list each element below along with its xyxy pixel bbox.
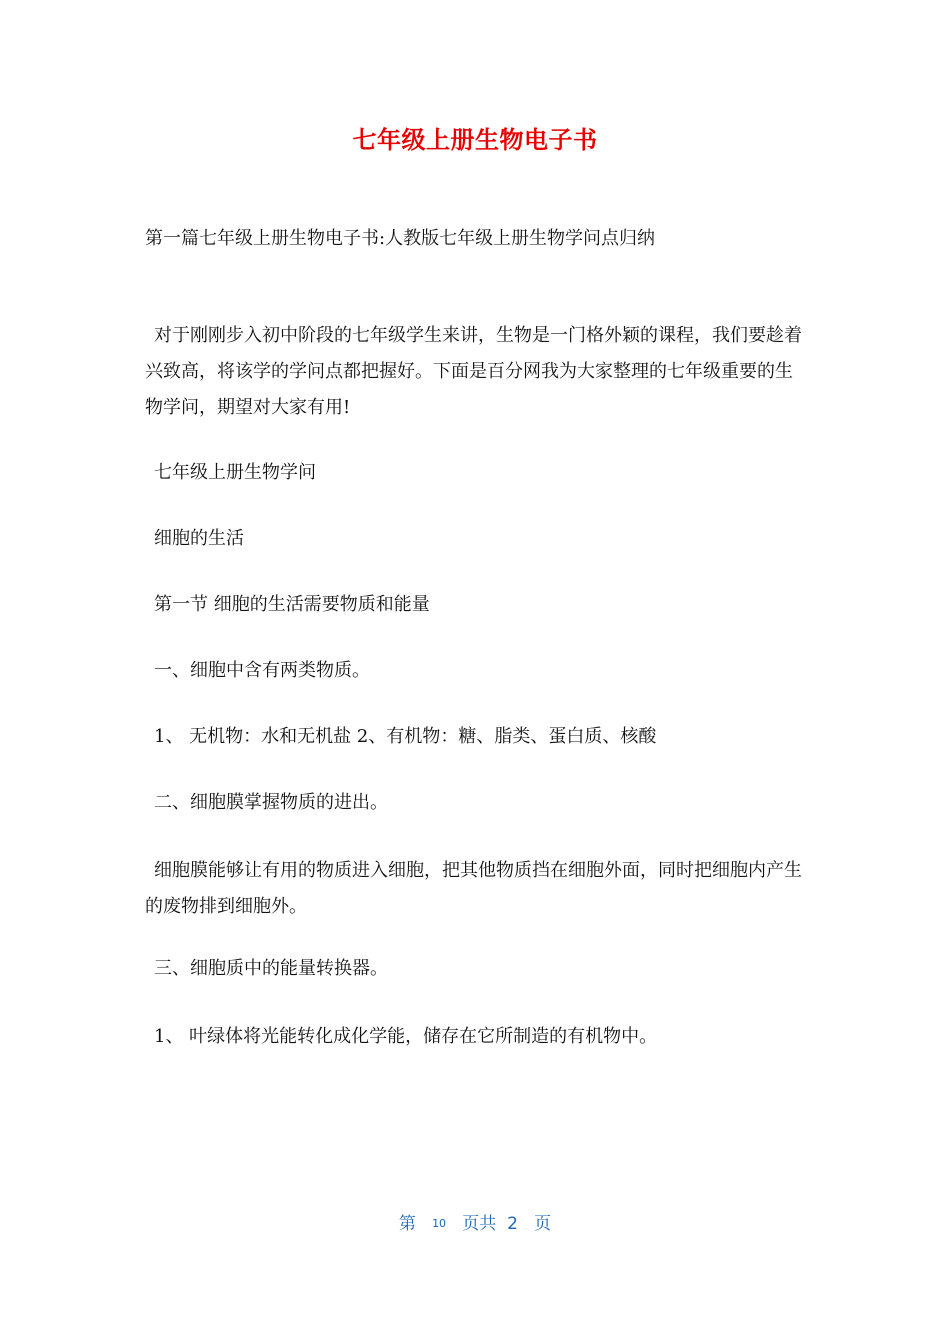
intro-paragraph: 对于刚刚步入初中阶段的七年级学生来讲，生物是一门格外颖的课程，我们要趁着兴致高，将该学的学问点都把握好。下面是百分网我为大家整理的七年级重要的生物学问，期望对大家有用! <box>145 325 802 418</box>
chapter-heading: 细胞的生活 <box>154 528 244 549</box>
point-heading: 一、细胞中含有两类物质。 <box>154 660 370 681</box>
page-footer <box>0 1209 950 1234</box>
document-subtitle: 第一篇七年级上册生物电子书:人教版七年级上册生物学问点归纳 <box>145 228 656 249</box>
document-title: 七年级上册生物电子书 <box>352 126 598 154</box>
section-heading: 七年级上册生物学问 <box>154 462 316 483</box>
footer-page-number: 10 <box>432 1217 447 1230</box>
point-item: 1、 叶绿体将光能转化成化学能，储存在它所制造的有机物中。 <box>154 1026 658 1047</box>
point-heading: 二、细胞膜掌握物质的进出。 <box>154 792 388 813</box>
point-item: 1、 无机物：水和无机盐 2、有机物：糖、脂类、蛋白质、核酸 <box>154 726 657 747</box>
lesson-heading: 第一节 细胞的生活需要物质和能量 <box>154 594 430 615</box>
point-heading: 三、细胞质中的能量转换器。 <box>154 958 388 979</box>
body-paragraph: 细胞膜能够让有用的物质进入细胞，把其他物质挡在细胞外面，同时把细胞内产生的废物排到细胞外。 <box>145 860 802 917</box>
footer-total-pages: 2 <box>507 1214 518 1234</box>
footer-middle: 页共 <box>462 1214 497 1234</box>
footer-prefix: 第 <box>398 1214 416 1234</box>
footer-suffix: 页 <box>534 1214 552 1234</box>
